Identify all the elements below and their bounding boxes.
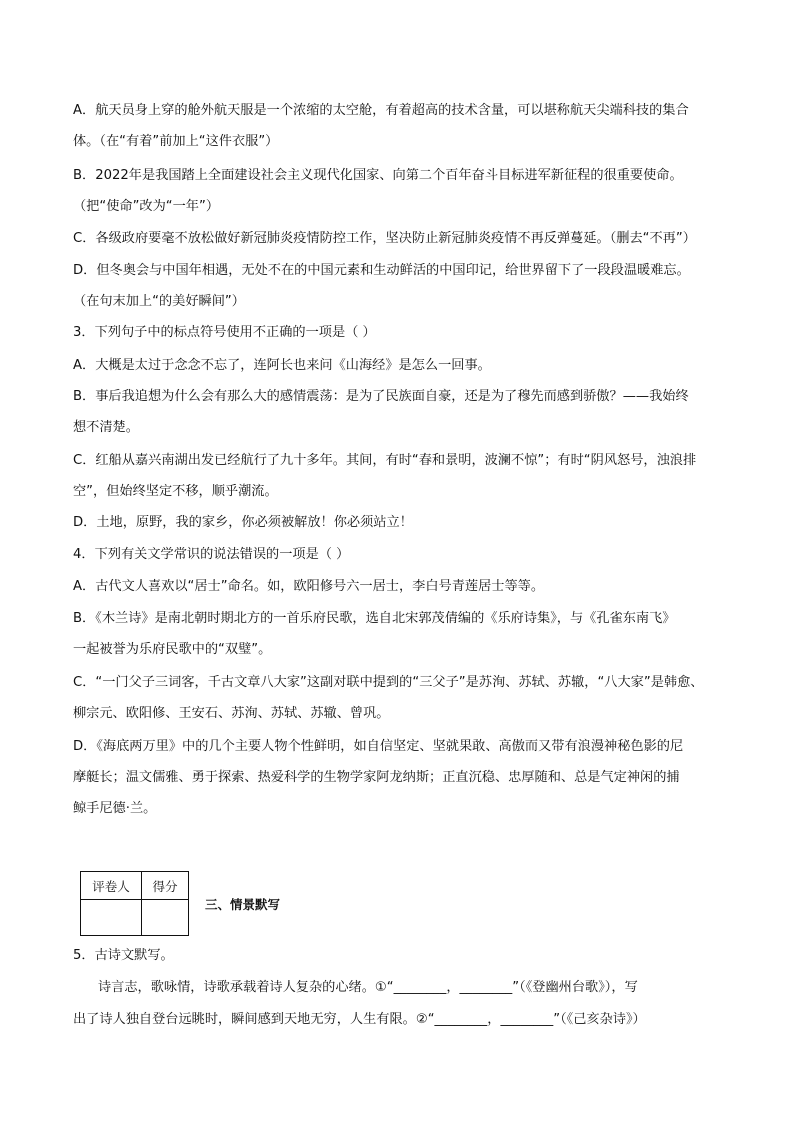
option-c-text: C．各级政府要毫不放松做好新冠肺炎疫情防控工作，坚决防止新冠肺炎疫情不再反弹蔓延。（删去“不再”） bbox=[73, 231, 696, 246]
option-b-text: B．2022年是我国踏上全面建设社会主义现代化国家、向第二个百年奋斗目标进军新征程的很重要使命。 bbox=[73, 168, 683, 183]
score-header: 得分 bbox=[142, 872, 189, 900]
q3-option-b: B．事后我追想为什么会有那么大的感情震荡：是为了民族面自豪，还是为了穆先而感到骄傲？——我始终 bbox=[73, 389, 689, 404]
q3-option-d: D．土地，原野，我的家乡，你必须被解放！你必须站立！ bbox=[73, 515, 413, 530]
question-5-title: 5．古诗文默写。 bbox=[73, 948, 174, 963]
q3-option-a: A．大概是太过于念念不忘了，连阿长也来问《山海经》是怎么一回事。 bbox=[73, 358, 491, 373]
option-a-text-cont: 体。（在“有着”前加上“这件衣服”） bbox=[73, 134, 279, 149]
q4-option-c-cont: 柳宗元、欧阳修、王安石、苏洵、苏轼、苏辙、曾巩。 bbox=[73, 706, 390, 721]
q4-option-c: C．“一门父子三词客，千古文章八大家”这副对联中提到的“三父子”是苏洵、苏轼、苏辙，“八大家”是韩愈、 bbox=[73, 675, 704, 690]
option-d-text: D．但冬奥会与中国年相遇，无处不在的中国元素和生动鲜活的中国印记，给世界留下了一段段温暖难忘。 bbox=[73, 263, 690, 278]
q4-option-a: A．古代文人喜欢以“居士”命名。如，欧阳修号六一居士，李白号青莲居士等等。 bbox=[73, 579, 545, 594]
q4-option-d: D．《海底两万里》中的几个主要人物个性鲜明，如自信坚定、坚就果敢、高傲而又带有浪漫神秘色影的尼 bbox=[73, 739, 684, 754]
score-cell[interactable] bbox=[142, 900, 189, 936]
q5-line-2: 出了诗人独自登台远眺时，瞬间感到天地无穷，人生有限。②“________，________”（《己亥杂诗》） bbox=[73, 1012, 646, 1027]
q3-option-c: C．红船从嘉兴南湖出发已经航行了九十多年。其间，有时“春和景明，波澜不惊”；有时“阴风怒号，浊浪排 bbox=[73, 453, 697, 468]
grader-cell[interactable] bbox=[81, 900, 142, 936]
question-3-title: 3．下列句子中的标点符号使用不正确的一项是（ ） bbox=[73, 325, 376, 340]
q3-option-b-cont: 想不清楚。 bbox=[73, 420, 139, 435]
q3-option-c-cont: 空”，但始终坚定不移，顺乎潮流。 bbox=[73, 484, 278, 499]
option-b-text-cont: （把“使命”改为“一年”） bbox=[73, 199, 220, 214]
grader-header: 评卷人 bbox=[81, 872, 142, 900]
q4-option-d-cont: 摩艇长；温文儒雅、勇于探索、热爱科学的生物学家阿龙纳斯；正直沉稳、忠厚随和、总是气定神闲的捕 bbox=[73, 770, 680, 785]
option-a-text: A．航天员身上穿的舱外航天服是一个浓缩的太空舱，有着超高的技术含量，可以堪称航天尖端科技的集合 bbox=[73, 103, 689, 118]
q4-option-b-cont: 一起被誉为乐府民歌中的“双璧”。 bbox=[73, 642, 272, 657]
section-title: 三、情景默写 bbox=[205, 897, 281, 912]
q5-line-1: 诗言志，歌咏情，诗歌承载着诗人复杂的心绪。①“________，________”（《登幽州台歌》），写 bbox=[98, 980, 638, 995]
option-d-text-cont: （在句末加上“的美好瞬间”） bbox=[73, 294, 245, 309]
question-4-title: 4．下列有关文学常识的说法错误的一项是（ ） bbox=[73, 547, 350, 562]
q4-option-d-cont2: 鲸手尼德·兰。 bbox=[73, 801, 157, 816]
score-table bbox=[80, 871, 189, 936]
q4-option-b: B．《木兰诗》是南北朝时期北方的一首乐府民歌，选自北宋郭茂倩编的《乐府诗集》，与《孔雀东南飞》 bbox=[73, 611, 676, 626]
